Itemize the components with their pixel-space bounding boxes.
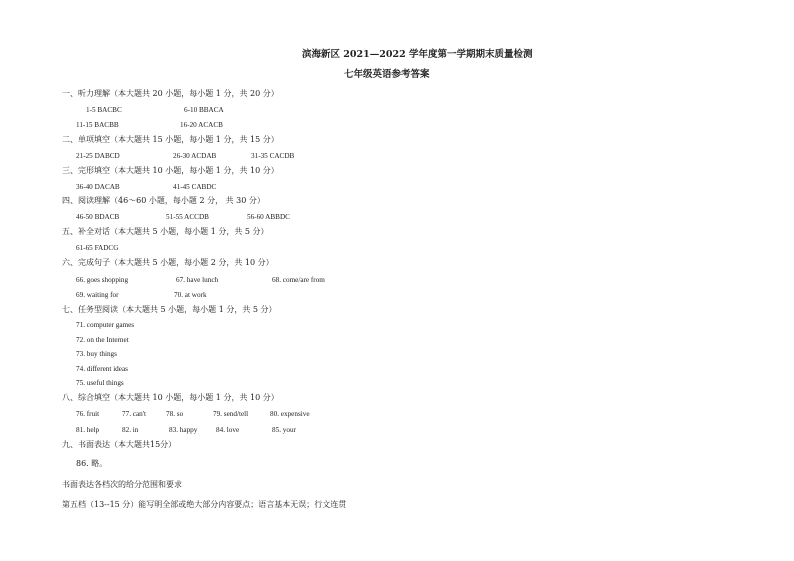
answer-item: 31-35 CACDB [251, 152, 295, 160]
answer-item: 46-50 BDACB [76, 213, 120, 221]
answer-item: 16-20 ACACB [180, 121, 223, 129]
answer-item: 86. 略。 [76, 459, 108, 468]
answer-item: 84. love [216, 426, 240, 434]
answer-item: 67. have lunch [176, 276, 219, 284]
answer-item: 21-25 DABCD [76, 152, 120, 160]
answer-item: 6-10 BBACA [184, 106, 224, 114]
answer-item: 81. help [76, 426, 100, 434]
answer-item: 11-15 BACBB [76, 121, 119, 129]
section-heading-writing: 九、书面表达（本大题共15分） [62, 440, 177, 449]
answer-item: 72. on the Internet [76, 336, 129, 344]
section-heading-dialogue: 五、补全对话（本大题共 5 小题，每小题 1 分，共 5 分） [62, 227, 269, 236]
section-heading-reading: 四、阅读理解（46～60 小题，每小题 2 分， 共 30 分） [62, 196, 265, 205]
document-title: 滨海新区 2021—2022 学年度第一学期期末质量检测 [302, 49, 533, 60]
answer-item: 76. fruit [76, 410, 100, 418]
answer-item: 26-30 ACDAB [173, 152, 217, 160]
answer-item: 41-45 CABDC [173, 183, 217, 191]
answer-item: 51-55 ACCDB [166, 213, 209, 221]
answer-item: 85. your [272, 426, 296, 434]
answer-item: 66. goes shopping [76, 276, 129, 284]
answer-item: 79. send/tell [213, 410, 249, 418]
section-heading-comprehensive-fill: 八、综合填空（本大题共 10 小题，每小题 1 分，共 10 分） [62, 393, 279, 402]
answer-item: 80. expensive [270, 410, 310, 418]
answer-item: 77. can't [122, 410, 147, 418]
answer-item: 56-60 ABBDC [247, 213, 290, 221]
answer-item: 61-65 FADCG [76, 244, 119, 252]
answer-item: 82. in [122, 426, 139, 434]
answer-item: 71. computer games [76, 321, 135, 329]
writing-level-five: 第五档（13--15 分）能写明全部或绝大部分内容要点；语言基本无误；行文连贯 [62, 500, 347, 509]
section-heading-sentences: 六、完成句子（本大题共 5 小题，每小题 2 分，共 10 分） [62, 258, 274, 267]
answer-item: 70. at work [174, 291, 207, 299]
answer-item: 78. so [166, 410, 184, 418]
answer-item: 1-5 BACBC [86, 106, 122, 114]
answer-item: 69. waiting for [76, 291, 119, 299]
section-heading-single-choice: 二、单项填空（本大题共 15 小题，每小题 1 分，共 15 分） [62, 135, 279, 144]
answer-item: 83. happy [169, 426, 198, 434]
writing-criteria-heading: 书面表达各档次的给分范围和要求 [62, 480, 182, 489]
answer-item: 68. come/are from [272, 276, 325, 284]
section-heading-cloze: 三、完形填空（本大题共 10 小题，每小题 1 分，共 10 分） [62, 166, 279, 175]
answer-item: 74. different ideas [76, 365, 128, 373]
document-subtitle: 七年级英语参考答案 [344, 69, 430, 80]
answer-item: 75. useful things [76, 379, 124, 387]
answer-item: 73. buy things [76, 350, 117, 358]
section-heading-task-reading: 七、任务型阅读（本大题共 5 小题，每小题 1 分，共 5 分） [62, 305, 277, 314]
section-heading-listening: 一、听力理解（本大题共 20 小题，每小题 1 分，共 20 分） [62, 89, 279, 98]
answer-item: 36-40 DACAB [76, 183, 120, 191]
